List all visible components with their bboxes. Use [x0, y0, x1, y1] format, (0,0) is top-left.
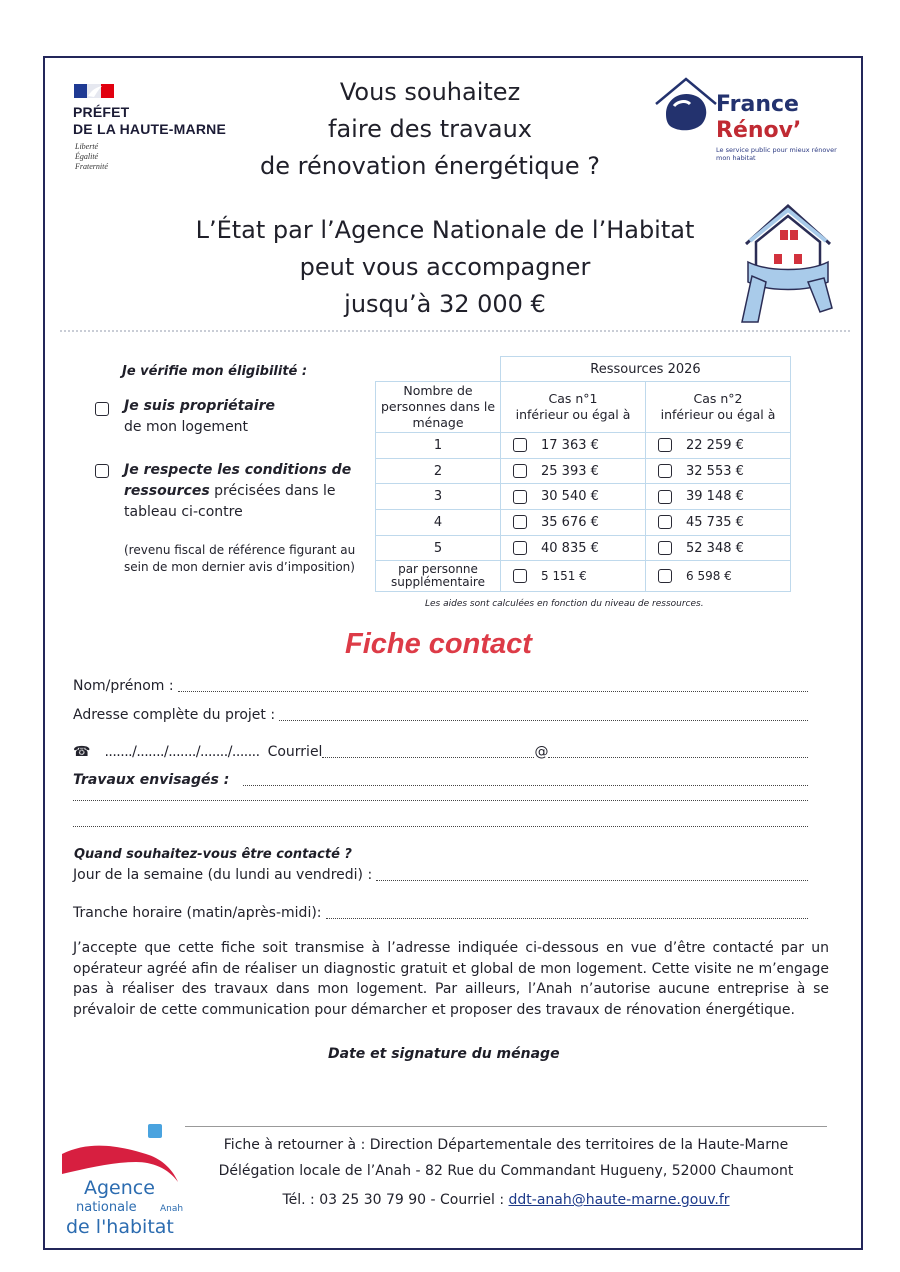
- cas1-checkbox[interactable]: [513, 464, 527, 478]
- footer-delegation: Délégation locale de l’Anah - 82 Rue du Commandant Hugueny, 52000 Chaumont: [218, 1163, 794, 1179]
- devise: Liberté Égalité Fraternité: [75, 142, 108, 171]
- eligibility-title: Je vérifie mon éligibilité :: [122, 364, 308, 379]
- email-domain-field[interactable]: [548, 757, 808, 758]
- consent-text: J’accepte que cette fiche soit transmise à l’adresse indiquée ci-dessous en vue d’être contacté par un opérateur agréé afin de réaliser un diagnostic gratuit et global de mon logement. Cette visite ne m’engage pas à réaliser des travaux dans mon logement. Par ailleurs, l’Anah n’autorise aucune entreprise à se prévaloir de cette communication pour démarcher et proposer des travaux de rénovation énergétique.: [73, 940, 829, 1018]
- signature-label: Date et signature du ménage: [328, 1046, 560, 1062]
- table-row: 5 40 835 € 52 348 €: [376, 535, 791, 561]
- table-row: 3 30 540 € 39 148 €: [376, 484, 791, 510]
- resources-table: [375, 356, 791, 600]
- col-header-cas2: Cas n°2 inférieur ou égal à: [646, 382, 791, 433]
- col-header-cas1: Cas n°1 inférieur ou égal à: [501, 382, 646, 433]
- footer-contact: Tél. : 03 25 30 79 90 - Courriel : ddt-anah@haute-marne.gouv.fr: [282, 1192, 730, 1208]
- address-field[interactable]: Adresse complète du projet :: [73, 706, 808, 724]
- contact-question: Quand souhaitez-vous être contacté ?: [74, 847, 352, 862]
- header-divider: [60, 330, 850, 332]
- travaux-field-line2[interactable]: [73, 800, 808, 804]
- anah-logo-text: Agence: [84, 1177, 155, 1199]
- col-header-persons: Nombre de personnes dans le ménage: [376, 382, 501, 433]
- cas1-checkbox[interactable]: [513, 438, 527, 452]
- travaux-field-line3[interactable]: [73, 826, 808, 830]
- phone-email-line: ☎ ......./......./......./......./....... Courriel @: [73, 743, 808, 761]
- anah-logo-text: Anah: [160, 1204, 184, 1214]
- fiche-title: Fiche contact: [345, 628, 532, 660]
- table-row: 4 35 676 € 45 735 €: [376, 510, 791, 536]
- marianne-logo: [74, 84, 114, 98]
- page-headline: Vous souhaitez faire des travaux de rénovation énergétique ?: [260, 78, 600, 180]
- cas2-checkbox[interactable]: [658, 490, 672, 504]
- owner-checkbox[interactable]: [95, 402, 109, 416]
- phone-field[interactable]: ......./......./......./......./.......: [104, 744, 260, 760]
- cas1-checkbox[interactable]: [513, 490, 527, 504]
- cas2-checkbox[interactable]: [658, 515, 672, 529]
- table-row: 2 25 393 € 32 553 €: [376, 458, 791, 484]
- email-field[interactable]: [322, 757, 534, 758]
- prefet-title: PRÉFET DE LA HAUTE-MARNE: [73, 104, 226, 137]
- house-scarf-illustration: [738, 192, 838, 327]
- tax-reference-note: (revenu fiscal de référence figurant au sein de mon dernier avis d’imposition): [124, 543, 356, 574]
- cas1-checkbox[interactable]: [513, 541, 527, 555]
- day-field[interactable]: Jour de la semaine (du lundi au vendredi) :: [73, 866, 808, 884]
- phone-icon: ☎: [73, 744, 91, 760]
- cas2-checkbox[interactable]: [658, 464, 672, 478]
- table-row: par personne supplémentaire 5 151 € 6 598 €: [376, 561, 791, 592]
- name-field[interactable]: Nom/prénom :: [73, 677, 808, 695]
- time-slot-field[interactable]: Tranche horaire (matin/après-midi):: [73, 904, 808, 922]
- footer-email-link[interactable]: ddt-anah@haute-marne.gouv.fr: [508, 1192, 730, 1208]
- resources-condition: Je respecte les conditions de ressources précisées dans le tableau ci-contre: [124, 462, 352, 520]
- france-renov-tagline: Le service public pour mieux rénover mon habitat: [716, 146, 837, 162]
- cas1-checkbox[interactable]: [513, 515, 527, 529]
- page-subheadline: L’État par l’Agence Nationale de l’Habitat peut vous accompagner jusqu’à 32 000 €: [195, 216, 695, 318]
- email-label: Courriel: [267, 744, 323, 760]
- cas2-checkbox[interactable]: [658, 541, 672, 555]
- france-renov-name: France Rénov’: [716, 92, 802, 143]
- cas1-checkbox[interactable]: [513, 569, 527, 583]
- owner-condition: Je suis propriétaire de mon logement: [124, 398, 275, 435]
- table-footnote: Les aides sont calculées en fonction du niveau de ressources.: [425, 599, 704, 609]
- footer-return-address: Fiche à retourner à : Direction Départementale des territoires de la Haute-Marne: [223, 1137, 789, 1153]
- cas2-checkbox[interactable]: [658, 438, 672, 452]
- footer-divider: [185, 1126, 827, 1127]
- table-title: Ressources 2026: [501, 357, 791, 382]
- cas2-checkbox[interactable]: [658, 569, 672, 583]
- anah-logo-text: nationale: [76, 1200, 137, 1215]
- table-row: 1 17 363 € 22 259 €: [376, 433, 791, 459]
- resources-checkbox[interactable]: [95, 464, 109, 478]
- travaux-field[interactable]: Travaux envisagés :: [73, 771, 808, 789]
- anah-logo-text: de l'habitat: [66, 1216, 174, 1238]
